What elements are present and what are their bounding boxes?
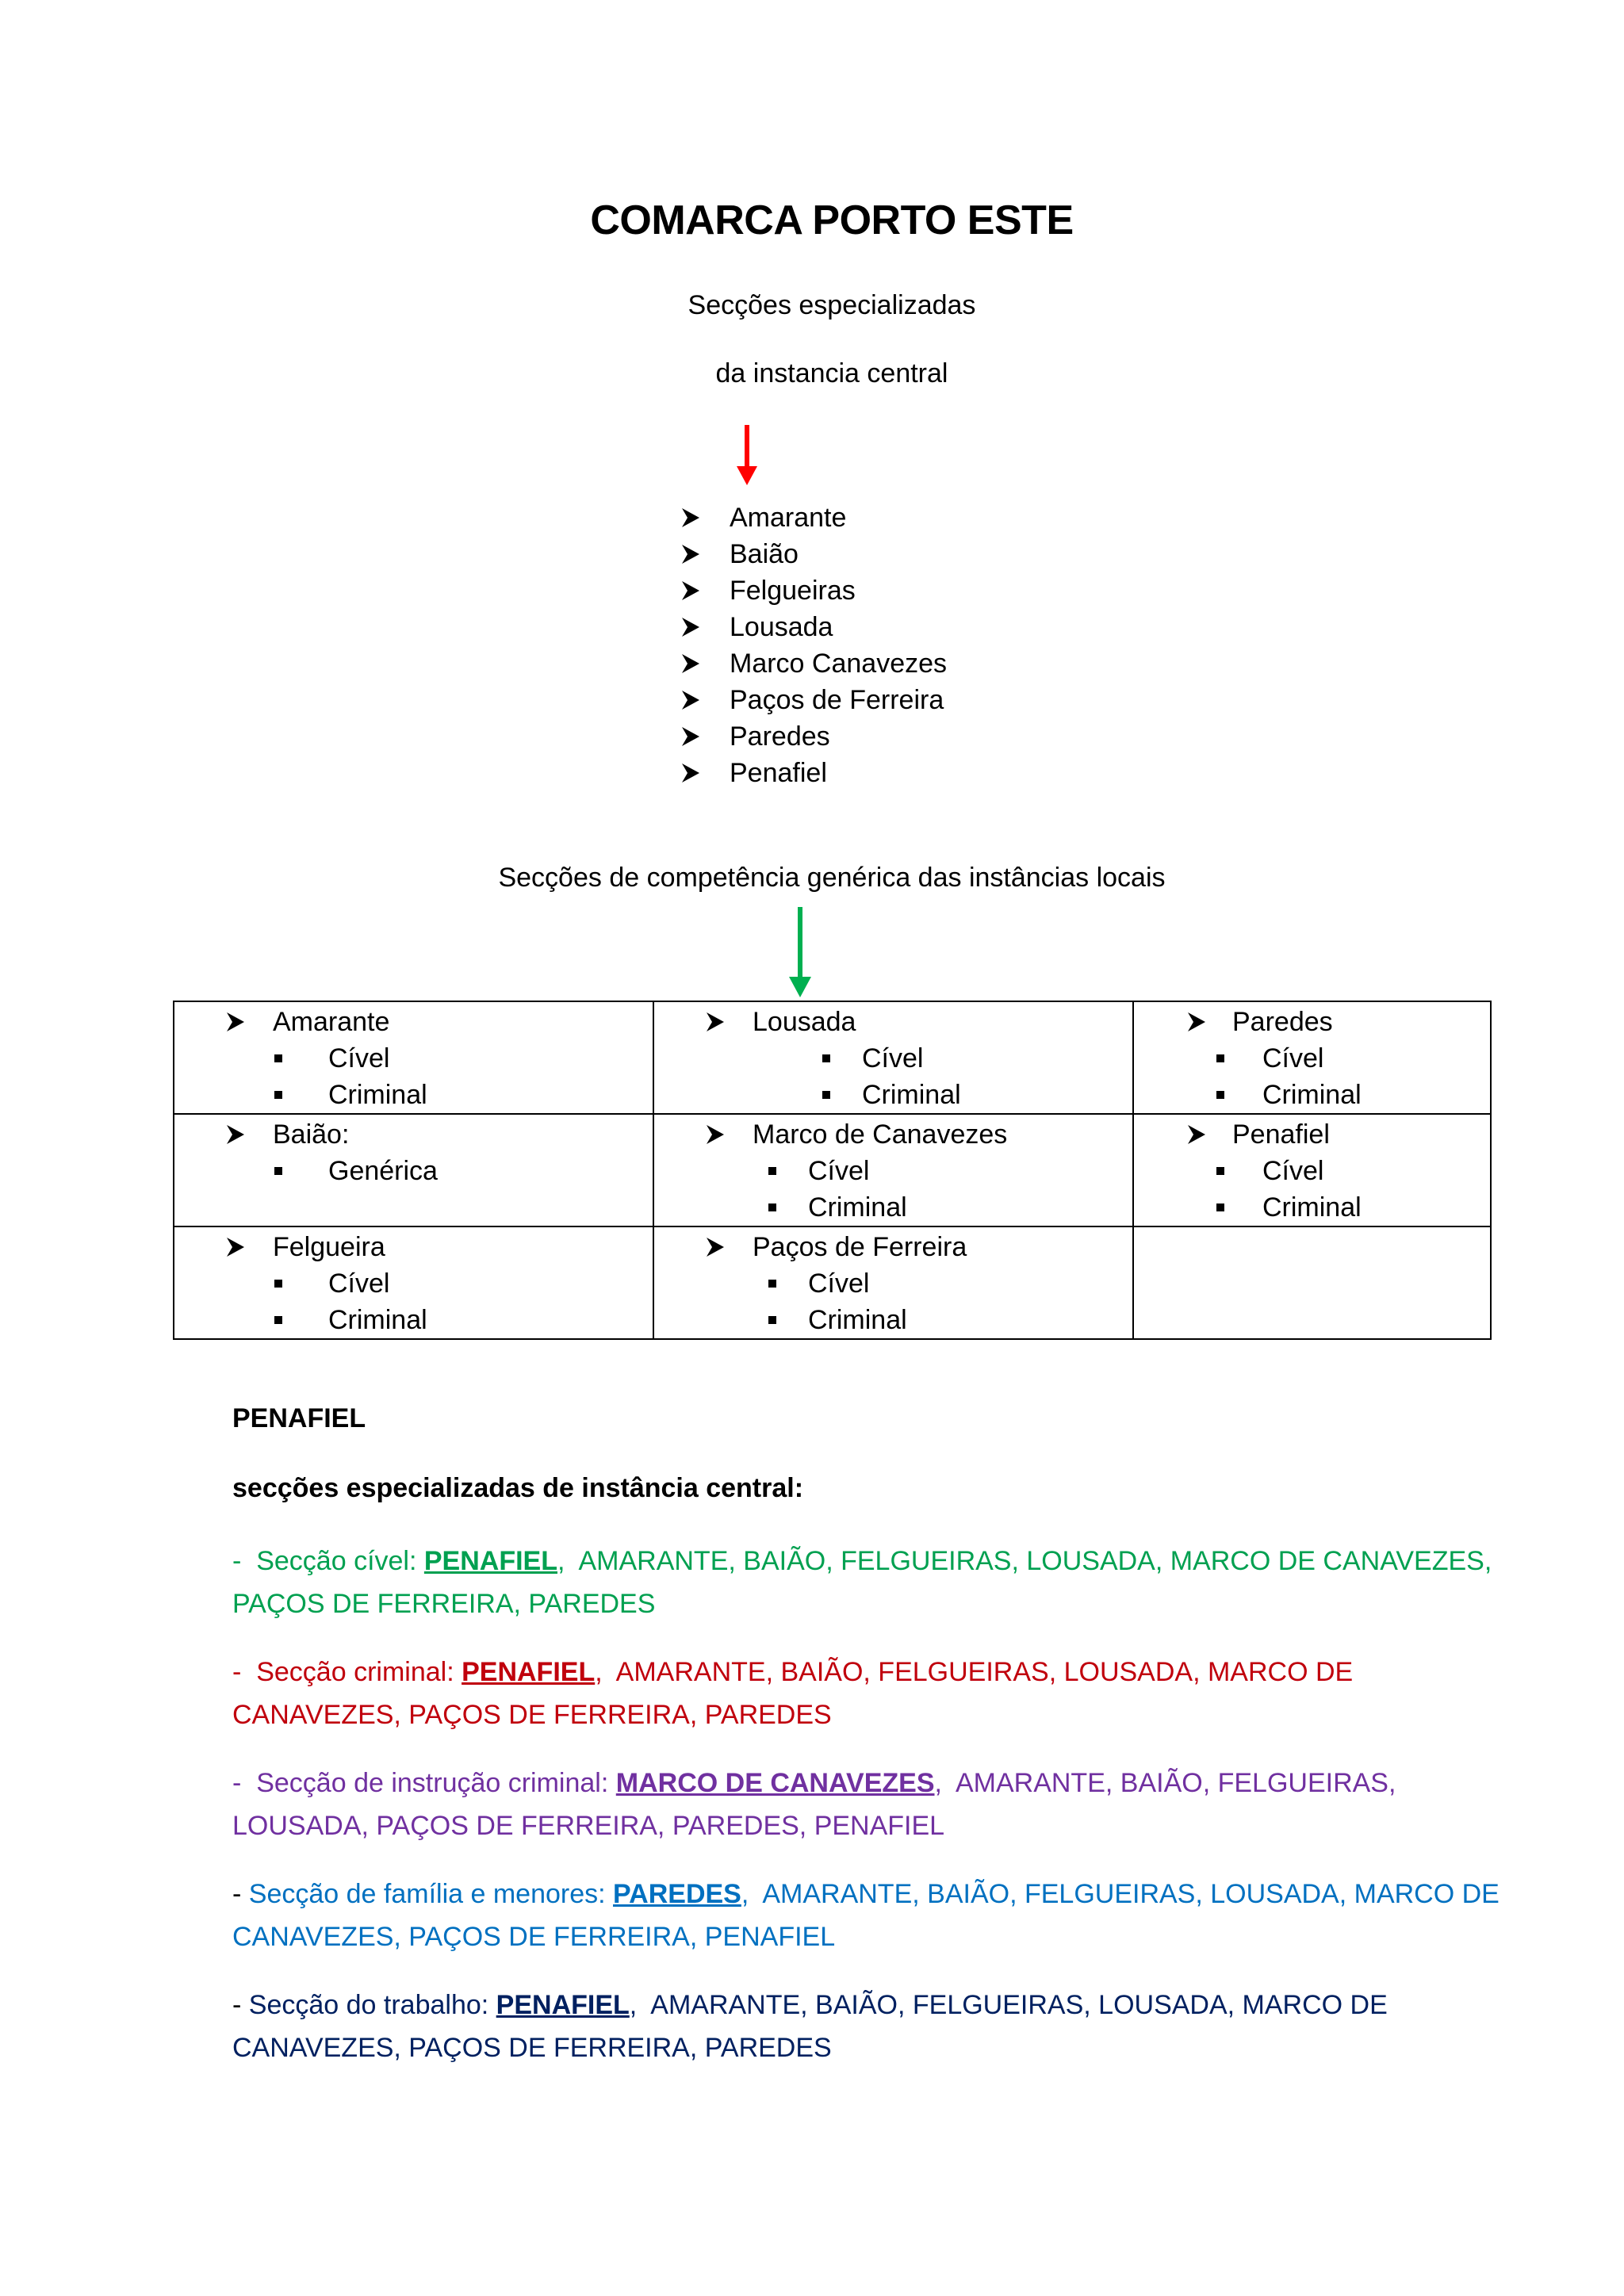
- table-cell: [174, 1226, 653, 1339]
- cell-location-label: Paços de Ferreira: [753, 1232, 967, 1262]
- specialized-list-label: Lousada: [730, 612, 833, 642]
- section-dash: -: [232, 1990, 249, 2020]
- cell-sub-item: [654, 1302, 1132, 1338]
- cell-location: [174, 1116, 653, 1153]
- square-bullet-icon: [274, 1054, 282, 1062]
- cell-sub-item: [654, 1153, 1132, 1189]
- cell-location-label: Amarante: [273, 1007, 390, 1037]
- cell-location: [1134, 1004, 1490, 1040]
- chevron-right-icon: [703, 1229, 735, 1265]
- square-bullet-icon: [822, 1054, 830, 1062]
- section-highlight: PAREDES: [613, 1879, 741, 1909]
- cell-location-label: Lousada: [753, 1007, 856, 1037]
- specialized-list-item: [679, 572, 947, 609]
- square-bullet-icon: [274, 1280, 282, 1288]
- cell-sub-item: [174, 1265, 653, 1302]
- cell-sub-label: Cível: [328, 1269, 390, 1299]
- cell-sub-label: Criminal: [808, 1305, 907, 1335]
- cell-sub-item: [174, 1040, 653, 1077]
- cell-sub-item: [654, 1077, 1132, 1113]
- chevron-right-icon: [224, 1004, 255, 1040]
- table-cell: [653, 1114, 1133, 1226]
- section-label: - Secção de instrução criminal:: [232, 1768, 616, 1798]
- specialized-list-label: Baião: [730, 539, 799, 569]
- local-instances-table: [173, 1001, 1492, 1340]
- section-line-1: [232, 1984, 1469, 2026]
- cell-sub-label: Cível: [328, 1043, 390, 1073]
- cell-sub-label: Criminal: [328, 1305, 427, 1335]
- cell-location: [174, 1229, 653, 1265]
- generic-sections-heading: Secções de competência genérica das instâncias locais: [498, 863, 1166, 893]
- table-cell: [174, 1114, 653, 1226]
- cell-sub-label: Cível: [862, 1043, 924, 1073]
- chevron-right-icon: [224, 1116, 255, 1153]
- penafiel-heading: PENAFIEL: [232, 1403, 366, 1433]
- section-rest: , AMARANTE, BAIÃO, FELGUEIRAS, LOUSADA, MARCO DE: [629, 1990, 1388, 2020]
- table-cell: [1133, 1001, 1491, 1114]
- chevron-right-icon: [1185, 1004, 1216, 1040]
- cell-sub-label: Criminal: [862, 1080, 961, 1110]
- section-rest: , AMARANTE, BAIÃO, FELGUEIRAS, LOUSADA, MARCO DE: [595, 1657, 1354, 1687]
- specialized-list-label: Paços de Ferreira: [730, 685, 944, 715]
- section-rest: , AMARANTE, BAIÃO, FELGUEIRAS, LOUSADA, MARCO DE CANAVEZES,: [557, 1546, 1500, 1576]
- square-bullet-icon: [274, 1091, 282, 1099]
- cell-location-label: Baião:: [273, 1119, 350, 1150]
- cell-sub-label: Criminal: [1262, 1192, 1362, 1223]
- table-row: [174, 1226, 1491, 1339]
- square-bullet-icon: [768, 1280, 776, 1288]
- penafiel-section-item: [232, 1762, 1469, 1847]
- green-down-arrow-icon: [787, 907, 814, 999]
- cell-sub-item: [654, 1040, 1132, 1077]
- cell-location: [654, 1004, 1132, 1040]
- table-cell: [1133, 1114, 1491, 1226]
- section-line-1: [232, 1651, 1469, 1693]
- penafiel-subheading: secções especializadas de instância central:: [232, 1473, 804, 1503]
- cell-sub-item: [1134, 1077, 1490, 1113]
- chevron-right-icon: [679, 572, 710, 609]
- chevron-right-icon: [679, 645, 710, 682]
- chevron-right-icon: [679, 682, 710, 718]
- section-highlight: PENAFIEL: [496, 1990, 630, 2020]
- chevron-right-icon: [679, 755, 710, 791]
- square-bullet-icon: [274, 1167, 282, 1175]
- section-rest: , AMARANTE, BAIÃO, FELGUEIRAS,: [934, 1768, 1396, 1798]
- cell-sub-label: Genérica: [328, 1156, 438, 1186]
- chevron-right-icon: [679, 536, 710, 572]
- chevron-right-icon: [703, 1004, 735, 1040]
- section-rest: , AMARANTE, BAIÃO, FELGUEIRAS, LOUSADA, MARCO DE: [741, 1879, 1500, 1909]
- cell-sub-item: [174, 1153, 653, 1189]
- penafiel-section-item: [232, 1873, 1500, 1958]
- specialized-list-item: [679, 682, 947, 718]
- page-title: COMARCA PORTO ESTE: [590, 197, 1074, 243]
- table-cell: [653, 1001, 1133, 1114]
- cell-sub-item: [654, 1189, 1132, 1226]
- section-line-1: [232, 1762, 1469, 1804]
- cell-location-label: Felgueira: [273, 1232, 385, 1262]
- cell-location: [654, 1116, 1132, 1153]
- chevron-right-icon: [224, 1229, 255, 1265]
- cell-sub-label: Criminal: [808, 1192, 907, 1223]
- cell-sub-label: Cível: [1262, 1156, 1324, 1186]
- specialized-list-item: [679, 536, 947, 572]
- square-bullet-icon: [1216, 1054, 1224, 1062]
- cell-location-label: Paredes: [1232, 1007, 1333, 1037]
- section-label: Secção do trabalho:: [248, 1990, 496, 2020]
- square-bullet-icon: [1216, 1091, 1224, 1099]
- section-line-2: LOUSADA, PAÇOS DE FERREIRA, PAREDES, PENAFIEL: [232, 1811, 945, 1841]
- cell-sub-item: [174, 1077, 653, 1113]
- cell-sub-label: Cível: [1262, 1043, 1324, 1073]
- square-bullet-icon: [1216, 1203, 1224, 1211]
- chevron-right-icon: [679, 499, 710, 536]
- square-bullet-icon: [822, 1091, 830, 1099]
- section-line-2: CANAVEZES, PAÇOS DE FERREIRA, PENAFIEL: [232, 1922, 836, 1952]
- specialized-sections-list: [679, 499, 947, 791]
- section-label: - Secção criminal:: [232, 1657, 462, 1687]
- cell-sub-label: Criminal: [1262, 1080, 1362, 1110]
- specialized-list-item: [679, 755, 947, 791]
- section-line-2: CANAVEZES, PAÇOS DE FERREIRA, PAREDES: [232, 2033, 832, 2063]
- specialized-list-item: [679, 645, 947, 682]
- cell-sub-item: [174, 1302, 653, 1338]
- section-line-2: PAÇOS DE FERREIRA, PAREDES: [232, 1589, 656, 1619]
- section-highlight: PENAFIEL: [462, 1657, 596, 1687]
- specialized-list-label: Felgueiras: [730, 576, 856, 606]
- subtitle-line-2: da instancia central: [715, 358, 948, 388]
- section-line-1: [232, 1873, 1500, 1915]
- specialized-list-item: [679, 718, 947, 755]
- cell-sub-item: [654, 1265, 1132, 1302]
- specialized-list-label: Paredes: [730, 721, 830, 752]
- cell-sub-item: [1134, 1040, 1490, 1077]
- table-cell: [653, 1226, 1133, 1339]
- section-line-1: [232, 1540, 1500, 1582]
- chevron-right-icon: [679, 609, 710, 645]
- cell-location-label: Penafiel: [1232, 1119, 1330, 1150]
- red-down-arrow-icon: [734, 425, 760, 487]
- square-bullet-icon: [274, 1316, 282, 1324]
- section-highlight: PENAFIEL: [423, 1546, 557, 1576]
- cell-sub-item: [1134, 1189, 1490, 1226]
- cell-sub-label: Cível: [808, 1156, 870, 1186]
- cell-sub-item: [1134, 1153, 1490, 1189]
- specialized-list-label: Amarante: [730, 503, 847, 533]
- penafiel-section-item: [232, 1984, 1469, 2069]
- section-line-2: CANAVEZES, PAÇOS DE FERREIRA, PAREDES: [232, 1700, 832, 1730]
- square-bullet-icon: [768, 1316, 776, 1324]
- cell-location-label: Marco de Canavezes: [753, 1119, 1008, 1150]
- cell-sub-label: Criminal: [328, 1080, 427, 1110]
- square-bullet-icon: [1216, 1167, 1224, 1175]
- specialized-list-item: [679, 499, 947, 536]
- penafiel-section-item: [232, 1540, 1500, 1625]
- section-dash: -: [232, 1879, 249, 1909]
- cell-location: [654, 1229, 1132, 1265]
- table-row: [174, 1114, 1491, 1226]
- table-cell: [174, 1001, 653, 1114]
- section-label: - Secção cível:: [232, 1546, 424, 1576]
- square-bullet-icon: [768, 1203, 776, 1211]
- cell-location: [174, 1004, 653, 1040]
- square-bullet-icon: [768, 1167, 776, 1175]
- chevron-right-icon: [1185, 1116, 1216, 1153]
- chevron-right-icon: [679, 718, 710, 755]
- specialized-list-label: Penafiel: [730, 758, 827, 788]
- subtitle-line-1: Secções especializadas: [688, 290, 976, 320]
- table-row: [174, 1001, 1491, 1114]
- specialized-list-item: [679, 609, 947, 645]
- cell-sub-label: Cível: [808, 1269, 870, 1299]
- section-highlight: MARCO DE CANAVEZES: [615, 1768, 935, 1798]
- specialized-list-label: Marco Canavezes: [730, 649, 948, 679]
- chevron-right-icon: [703, 1116, 735, 1153]
- penafiel-section-item: [232, 1651, 1469, 1736]
- section-label: Secção de família e menores:: [248, 1879, 614, 1909]
- table-cell: [1133, 1226, 1491, 1339]
- cell-location: [1134, 1116, 1490, 1153]
